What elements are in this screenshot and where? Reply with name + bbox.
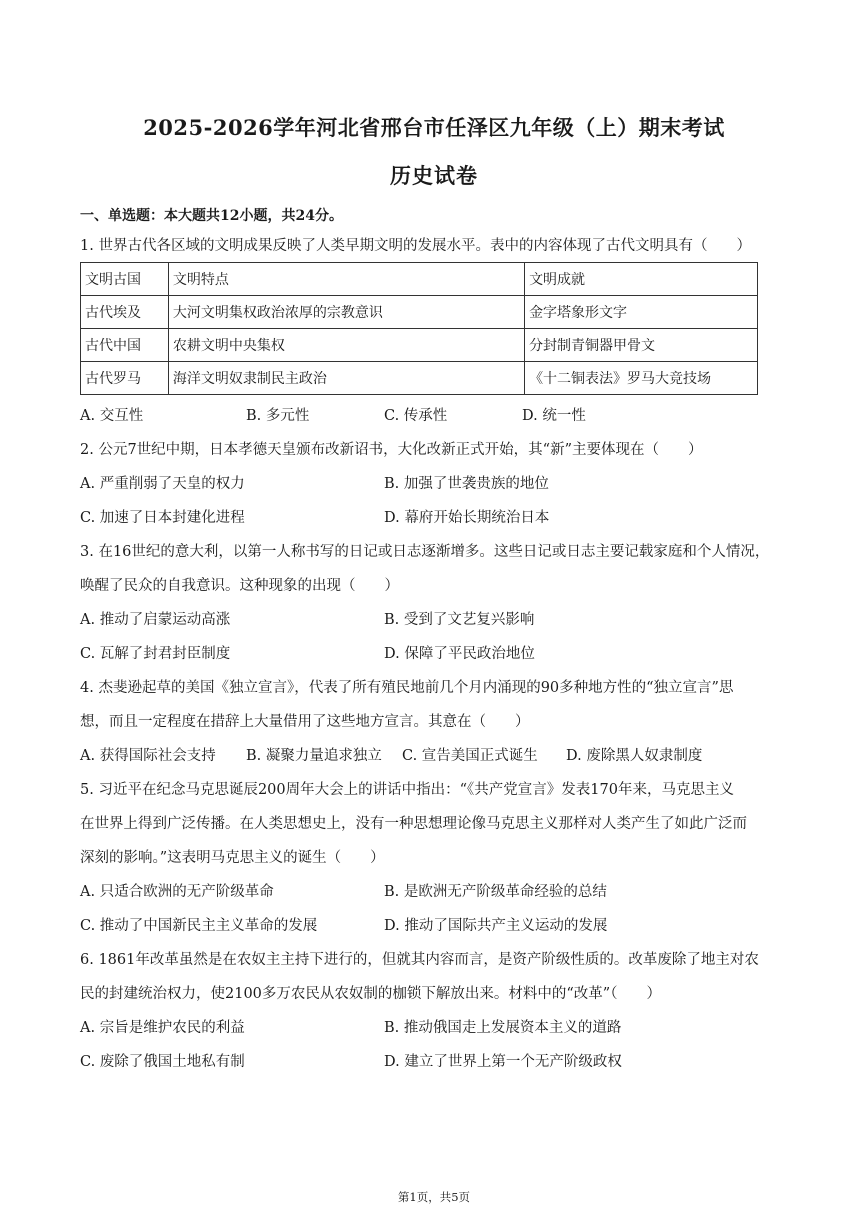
table-cell: 农耕文明中央集权 (168, 329, 524, 362)
question-5-option-d: D. 推动了国际共产主义运动的发展 (384, 918, 608, 934)
question-4-option-d: D. 废除黑人奴隶制度 (566, 748, 703, 764)
question-3-option-d: D. 保障了平民政治地位 (384, 646, 535, 662)
question-6-option-a: A. 宗旨是维护农民的利益 (80, 1020, 245, 1036)
question-3-stem-line-1: 3. 在16世纪的意大利，以第一人称书写的日记或日志逐渐增多。这些日记或日志主要记载家庭和个人情况， (80, 544, 770, 560)
question-1-option-c: C. 传承性 (384, 408, 448, 424)
question-3-option-c: C. 瓦解了封君封臣制度 (80, 646, 231, 662)
table-cell: 《十二铜表法》罗马大竞技场 (525, 362, 758, 395)
table-header-cell: 文明成就 (525, 263, 758, 296)
question-2-option-d: D. 幕府开始长期统治日本 (384, 510, 550, 526)
question-2-option-c: C. 加速了日本封建化进程 (80, 510, 245, 526)
question-4-stem-line-2: 想，而且一定程度在措辞上大量借用了这些地方宣言。其意在（ ） (80, 714, 530, 730)
question-3-option-b: B. 受到了文艺复兴影响 (384, 612, 535, 628)
civilization-table (80, 262, 758, 395)
table-row (81, 329, 758, 362)
question-6-option-c: C. 废除了俄国土地私有制 (80, 1054, 245, 1070)
question-6-stem-line-1: 6. 1861年改革虽然是在农奴主主持下进行的，但就其内容而言，是资产阶级性质的。改革废除了地主对农 (80, 952, 759, 968)
question-2-option-a: A. 严重削弱了天皇的权力 (80, 476, 245, 492)
table-row (81, 296, 758, 329)
table-header-cell: 文明古国 (81, 263, 169, 296)
question-2-option-b: B. 加强了世袭贵族的地位 (384, 476, 549, 492)
question-2-stem: 2. 公元7世纪中期，日本孝德天皇颁布改新诏书，大化改新正式开始，其“新”主要体现在（ ） (80, 442, 703, 458)
table-header-cell: 文明特点 (168, 263, 524, 296)
question-1-option-d: D. 统一性 (522, 408, 586, 424)
question-1-stem: 1. 世界古代各区域的文明成果反映了人类早期文明的发展水平。表中的内容体现了古代文明具有（ ） (80, 238, 751, 254)
question-6-option-b: B. 推动俄国走上发展资本主义的道路 (384, 1020, 622, 1036)
table-cell: 古代罗马 (81, 362, 169, 395)
question-5-stem-line-3: 深刻的影响。”这表明马克思主义的诞生（ ） (80, 850, 385, 866)
question-5-stem-line-1: 5. 习近平在纪念马克思诞辰200周年大会上的讲话中指出：“《共产党宣言》发表170年来，马克思主义 (80, 782, 734, 798)
page-number: 第1页，共5页 (397, 1190, 471, 1204)
question-5-option-b: B. 是欧洲无产阶级革命经验的总结 (384, 884, 607, 900)
table-cell: 金字塔象形文字 (525, 296, 758, 329)
question-5-stem-line-2: 在世界上得到广泛传播。在人类思想史上，没有一种思想理论像马克思主义那样对人类产生了如此广泛而 (80, 816, 747, 832)
question-4-option-b: B. 凝聚力量追求独立 (246, 748, 382, 764)
table-cell: 大河文明集权政治浓厚的宗教意识 (168, 296, 524, 329)
table-cell: 海洋文明奴隶制民主政治 (168, 362, 524, 395)
question-3-option-a: A. 推动了启蒙运动高涨 (80, 612, 231, 628)
exam-subtitle: 历史试卷 (390, 163, 478, 188)
question-6-option-d: D. 建立了世界上第一个无产阶级政权 (384, 1054, 622, 1070)
question-4-stem-line-1: 4. 杰斐逊起草的美国《独立宣言》，代表了所有殖民地前几个月内涌现的90多种地方性的“独立宣言”思 (80, 680, 734, 696)
section-heading: 一、单选题：本大题共12小题，共24分。 (80, 208, 343, 224)
table-cell: 古代中国 (81, 329, 169, 362)
question-4-option-a: A. 获得国际社会支持 (80, 748, 216, 764)
table-row (81, 362, 758, 395)
question-1-option-a: A. 交互性 (80, 408, 144, 424)
question-3-stem-line-2: 唤醒了民众的自我意识。这种现象的出现（ ） (80, 578, 399, 594)
question-6-stem-line-2: 民的封建统治权力，使2100多万农民从农奴制的枷锁下解放出来。材料中的“改革”（ ） (80, 986, 661, 1002)
question-4-option-c: C. 宣告美国正式诞生 (402, 748, 538, 764)
exam-title: 2025-2026学年河北省邢台市任泽区九年级（上）期末考试 (143, 115, 725, 140)
table-cell: 古代埃及 (81, 296, 169, 329)
question-1-option-b: B. 多元性 (246, 408, 310, 424)
table-header-row (81, 263, 758, 296)
question-5-option-c: C. 推动了中国新民主主义革命的发展 (80, 918, 318, 934)
question-5-option-a: A. 只适合欧洲的无产阶级革命 (80, 884, 274, 900)
table-cell: 分封制青铜器甲骨文 (525, 329, 758, 362)
